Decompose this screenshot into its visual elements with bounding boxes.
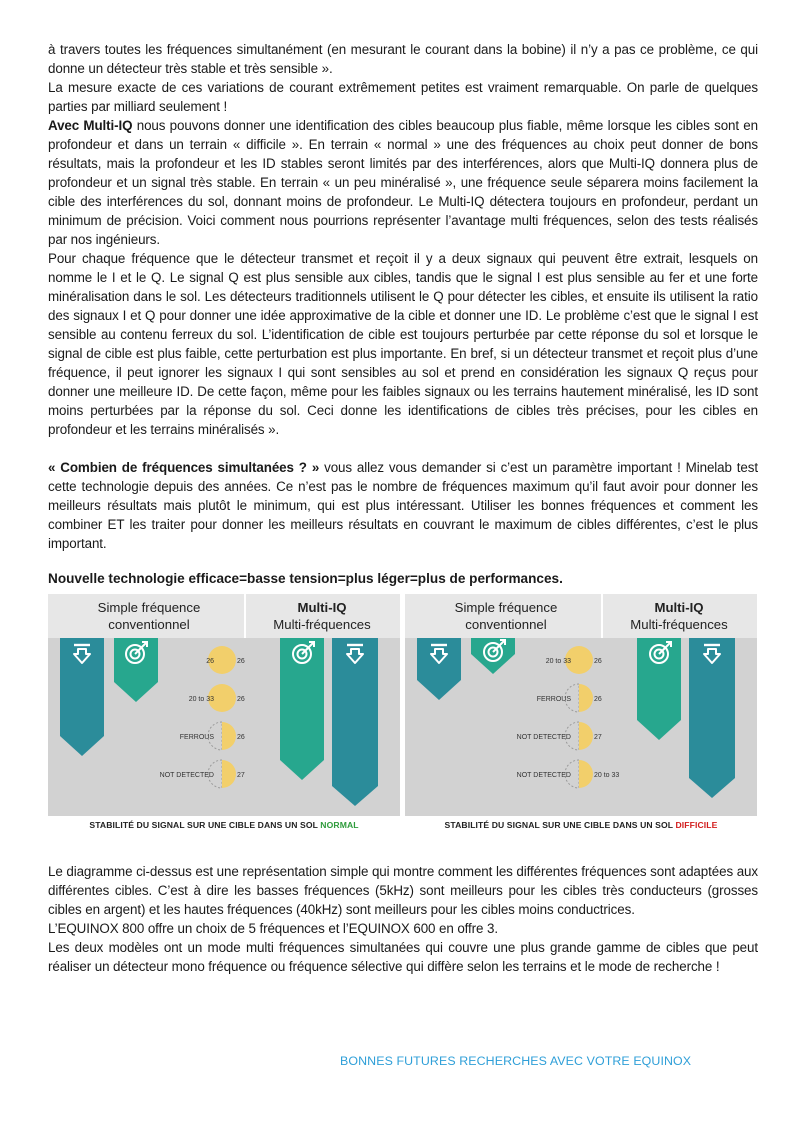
- diagram-header: [48, 594, 400, 638]
- diagram-normal: [48, 594, 400, 832]
- paragraph: Le diagramme ci-dessus est une représentation simple qui montre comment les différentes fréquences sont adaptées aux différentes cibles. C’est à dire les basses fréquences (5kHz) sont meilleurs pour les cibles très conducteurs (grosses cibles en argent) et les hautes fréquences (40kHz) sont meilleurs pour les cibles moins conductrices.: [48, 864, 758, 917]
- header-line: conventionnel: [108, 617, 190, 632]
- single-frequency-id-label: NOT DETECTED: [516, 734, 571, 741]
- coin-icon: [579, 760, 593, 788]
- multi-iq-id-label: 20 to 33: [594, 772, 620, 779]
- multi-iq-id-label: 26: [237, 696, 245, 703]
- paragraph: L’EQUINOX 800 offre un choix de 5 fréquences et l’EQUINOX 600 en offre 3.: [48, 921, 498, 936]
- single-frequency-band-low: [417, 638, 461, 700]
- single-frequency-band-high: [114, 638, 158, 702]
- section-title: Nouvelle technologie efficace=basse tension=plus léger=plus de performances.: [48, 571, 563, 586]
- paragraph-text: vous allez vous demander si c’est un paramètre important ! Minelab test cette technologie depuis des années. Ce n’est pas le nombre de fréquences maximum qu’il faut avoir pour donner les meilleurs résultats mais plutôt le minimum, qui est plus intéressant. Utiliser les bonnes fréquences et comment les combiner ET les traiter pour donner les meilleurs résultats en couvrant le maximum de cibles différentes, c’est le plus important.: [48, 460, 758, 551]
- diagram-caption: [405, 820, 757, 830]
- header-title: Multi-IQ: [654, 600, 704, 615]
- header-title: Multi-IQ: [297, 600, 347, 615]
- paragraph: Les deux modèles ont un mode multi fréquences simultanées qui couvre une plus grande gamme de cibles que peut réaliser un détecteur mono fréquence ou fréquence sélective qui diffère selon les terrains et le mode de recherche !: [48, 940, 758, 974]
- single-frequency-id-label: NOT DETECTED: [516, 772, 571, 779]
- header-line: conventionnel: [465, 617, 547, 632]
- single-frequency-id-label: NOT DETECTED: [159, 772, 214, 779]
- single-frequency-id-label: FERROUS: [536, 696, 571, 703]
- diagram-panel: [48, 594, 400, 816]
- multi-iq-id-label: 27: [594, 734, 602, 741]
- single-frequency-id-label: 20 to 33: [188, 696, 214, 703]
- single-frequency-id-label: FERROUS: [179, 734, 214, 741]
- single-frequency-band-low: [60, 638, 104, 756]
- paragraph: La mesure exacte de ces variations de courant extrêmement petites est vraiment remarquable. On parle de quelques parties par milliard seulement !: [48, 80, 758, 114]
- header-single-frequency: [411, 599, 601, 633]
- coin-icon: [579, 722, 593, 750]
- diagram-difficile: [405, 594, 757, 832]
- diagram-panel: [405, 594, 757, 816]
- coin-icon: [222, 646, 236, 674]
- header-line: Simple fréquence: [454, 600, 558, 615]
- header-subtitle: Multi-fréquences: [630, 617, 728, 632]
- paragraph-frequencies: [48, 458, 758, 553]
- diagrams: [48, 594, 758, 832]
- diagram-header: [405, 594, 757, 638]
- footer-slogan: BONNES FUTURES RECHERCHES AVEC VOTRE EQUINOX: [340, 1054, 692, 1068]
- multi-iq-id-label: 26: [594, 658, 602, 665]
- page-body: [48, 40, 758, 976]
- header-multi-iq: [248, 599, 396, 633]
- multi-iq-id-label: 26: [237, 658, 245, 665]
- multi-iq-id-label: 27: [237, 772, 245, 779]
- paragraph-text: nous pouvons donner une identification des cibles beaucoup plus fiable, même lorsque les cibles sont en profondeur et dans un terrain « difficile ». En terrain « normal » une des fréquences au choix peut donner de bons résultats, mais la profondeur et les ID stables seront limités par des interférences, alors que Multi-IQ donnera plus de profondeur et un signal très stable. En terrain « un peu minéralisé », une fréquence seule séparera moins facilement la cible des interférences du sol, donnant moins de profondeur. Le Multi-IQ détectera toujours en profondeur, perdant un minimum de précision. Voici comment nous pourrions représenter l’avantage multi fréquences, selon des tests réalisés par nos ingénieurs.: [48, 118, 758, 247]
- coin-icon: [222, 722, 236, 750]
- header-divider: [601, 594, 603, 638]
- paragraph: à travers toutes les fréquences simultanément (en mesurant le courant dans la bobine) il n’y a pas ce problème, ce qui donne un détecteur très stable et très sensible ».: [48, 42, 758, 76]
- diagram-graphic: [48, 638, 400, 816]
- caption-text: STABILITÉ DU SIGNAL SUR UNE CIBLE DANS UN SOL: [444, 820, 676, 830]
- caption-highlight: DIFFICILE: [675, 820, 718, 830]
- bold-lead: « Combien de fréquences simultanées ? »: [48, 460, 320, 475]
- coin-icon: [579, 646, 593, 674]
- header-single-frequency: [54, 599, 244, 633]
- multi-iq-id-label: 26: [237, 734, 245, 741]
- single-frequency-id-label: 20 to 33: [545, 658, 571, 665]
- header-multi-iq: [605, 599, 753, 633]
- caption-highlight: NORMAL: [320, 820, 359, 830]
- multi-iq-id-label: 26: [594, 696, 602, 703]
- caption-text: STABILITÉ DU SIGNAL SUR UNE CIBLE DANS UN SOL: [89, 820, 321, 830]
- single-frequency-id-label: 26: [206, 658, 214, 665]
- header-line: Simple fréquence: [97, 600, 201, 615]
- coin-icon: [222, 760, 236, 788]
- header-divider: [244, 594, 246, 638]
- header-subtitle: Multi-fréquences: [273, 617, 371, 632]
- paragraph-multi-iq: [48, 116, 758, 249]
- coin-icon: [579, 684, 593, 712]
- paragraph: Pour chaque fréquence que le détecteur transmet et reçoit il y a deux signaux qui peuvent être extrait, lesquels on nomme le I et le Q. Le signal Q est plus sensible aux cibles, tandis que le signal I est plus sensible au fer et une forte minéralisation dans le sol. Les détecteurs traditionnels utilisent le Q pour détecter les cibles, et ensuite ils utilisent la ratio des signaux I et Q pour donner une idée approximative de la cible et donner une ID. Le problème c’est que le signal I est sensible au contenu ferreux du sol. L’identification de cible est toujours perturbée par cette réponse du sol et lorsque le signal de cible est plus faible, cette perturbation est plus importante. En bref, si un détecteur transmet et reçoit plus d’une fréquence, il peut ignorer les signaux I qui sont sensibles au sol et prend en considération les signaux Q reçus pour donner une meilleure ID. De cette façon, même pour les faibles signaux ou les terrains hautement minéralisé, les ID sont moins perturbées par la réponse du sol. Ceci donne les identifications de cibles très précises, pour les cibles en profondeur et les terrains minéralisés ».: [48, 251, 758, 437]
- bold-lead: Avec Multi-IQ: [48, 118, 133, 133]
- coin-icon: [222, 684, 236, 712]
- diagram-graphic: [405, 638, 757, 816]
- diagram-caption: [48, 820, 400, 830]
